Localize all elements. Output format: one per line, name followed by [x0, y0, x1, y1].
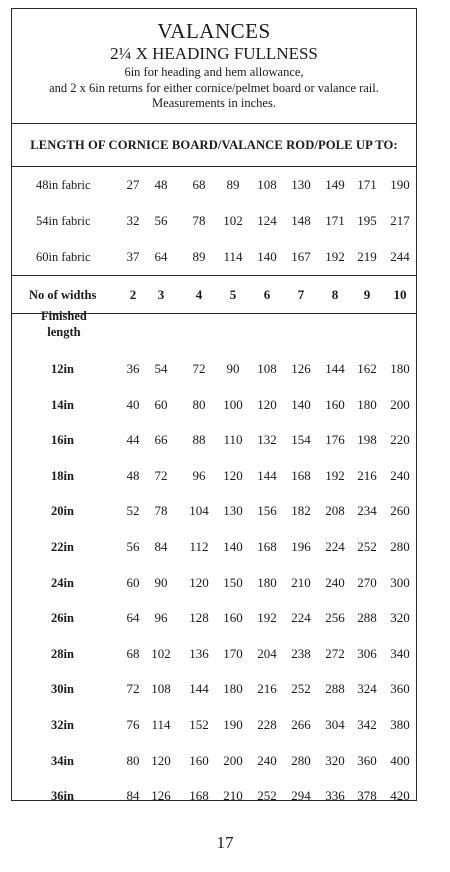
row-label: 22in — [51, 540, 74, 554]
finished-length-row — [12, 387, 416, 423]
table-cell: 280 — [291, 752, 311, 768]
finished-length-row — [12, 778, 416, 814]
finished-length-row — [12, 743, 416, 779]
table-cell: 72 — [126, 681, 140, 697]
table-cell: 378 — [357, 788, 377, 804]
page-subtitle: 2¼ X HEADING FULLNESS — [110, 44, 318, 63]
table-cell: 198 — [357, 432, 377, 448]
table-cell: 154 — [291, 432, 311, 448]
finished-length-row — [12, 671, 416, 707]
table-cell: 89 — [192, 249, 206, 264]
table-cell: 60 — [154, 396, 168, 412]
table-cell: 336 — [325, 788, 345, 804]
table-cell: 360 — [357, 752, 377, 768]
table-cell: 208 — [325, 503, 345, 519]
row-label: 48in fabric — [36, 178, 91, 192]
table-row — [12, 239, 416, 275]
table-row — [12, 671, 416, 707]
widths-cell: 6 — [263, 287, 271, 302]
table-cell: 88 — [192, 432, 206, 448]
table-cell: 171 — [325, 213, 345, 228]
table-cell: 340 — [390, 645, 410, 661]
length-header: LENGTH OF CORNICE BOARD/VALANCE ROD/POLE UP TO: — [12, 124, 416, 167]
table-row — [12, 565, 416, 601]
table-cell: 54 — [154, 361, 168, 376]
table-row — [12, 203, 416, 239]
table-cell: 220 — [390, 432, 410, 448]
finished-label-line-1: Finished — [41, 309, 87, 323]
table-cell: 130 — [291, 177, 311, 192]
finished-length-row — [12, 351, 416, 387]
table-cell: 252 — [257, 788, 277, 804]
valance-table-frame — [11, 8, 417, 804]
widths-cell: 2 — [129, 287, 137, 302]
table-cell: 68 — [192, 177, 206, 192]
table-cell: 40 — [126, 396, 140, 412]
table-cell: 360 — [390, 681, 410, 697]
fabric-rows — [12, 167, 416, 276]
table-cell: 32 — [126, 213, 140, 228]
table-cell: 168 — [291, 467, 311, 483]
table-row — [12, 636, 416, 672]
table-cell: 219 — [357, 249, 377, 264]
finished-length-row — [12, 636, 416, 672]
table-cell: 170 — [223, 645, 243, 661]
table-row — [12, 778, 416, 814]
table-cell: 224 — [325, 539, 345, 554]
table-cell: 294 — [291, 788, 311, 804]
page-number: 17 — [216, 833, 234, 852]
table-cell: 128 — [189, 610, 209, 626]
row-label: 60in fabric — [36, 250, 91, 264]
finished-length-row — [12, 600, 416, 636]
table-cell: 89 — [226, 177, 240, 192]
table-cell: 160 — [189, 752, 209, 768]
table-cell: 130 — [223, 503, 243, 519]
table-cell: 102 — [223, 213, 243, 228]
table-cell: 160 — [325, 396, 345, 412]
table-row — [12, 743, 416, 779]
table-cell: 144 — [189, 681, 209, 697]
table-cell: 84 — [126, 788, 140, 804]
table-row — [12, 493, 416, 529]
page-title: VALANCES — [157, 19, 271, 43]
table-cell: 152 — [189, 717, 209, 732]
table-row — [12, 167, 416, 203]
table-cell: 217 — [390, 213, 410, 228]
table-cell: 270 — [357, 574, 377, 590]
widths-cell: 9 — [363, 287, 371, 302]
table-cell: 240 — [325, 574, 345, 590]
row-label: 30in — [51, 682, 74, 697]
table-cell: 400 — [390, 752, 410, 768]
table-cell: 104 — [189, 503, 209, 519]
table-cell: 252 — [291, 681, 311, 697]
row-label: 28in — [51, 646, 74, 661]
table-cell: 68 — [126, 645, 140, 661]
table-cell: 304 — [325, 717, 345, 732]
table-cell: 200 — [390, 396, 410, 412]
table-cell: 44 — [126, 432, 140, 448]
row-label: 18in — [51, 468, 74, 483]
table-cell: 124 — [257, 213, 277, 228]
table-cell: 140 — [291, 396, 311, 412]
table-cell: 320 — [390, 610, 410, 626]
table-cell: 280 — [390, 539, 410, 554]
table-cell: 80 — [192, 396, 206, 412]
table-cell: 266 — [291, 717, 311, 732]
table-row — [12, 351, 416, 387]
table-cell: 126 — [151, 788, 171, 804]
row-label: 14in — [51, 397, 74, 412]
finished-length-row — [12, 458, 416, 494]
row-label: 26in — [51, 611, 74, 626]
table-cell: 190 — [390, 177, 410, 192]
widths-label: No of widths — [29, 288, 97, 302]
row-label: 20in — [51, 504, 74, 519]
table-row — [12, 600, 416, 636]
table-cell: 180 — [257, 574, 277, 590]
table-cell: 72 — [192, 361, 206, 376]
row-label: 36in — [51, 789, 74, 804]
table-cell: 136 — [189, 645, 209, 661]
description-line-3: Measurements in inches. — [152, 96, 276, 110]
table-cell: 108 — [257, 361, 277, 376]
table-cell: 168 — [257, 539, 277, 554]
table-cell: 132 — [257, 432, 277, 448]
table-cell: 200 — [223, 752, 243, 768]
table-cell: 306 — [357, 645, 377, 661]
row-label: 24in — [51, 575, 74, 590]
finished-length-label — [41, 308, 87, 340]
table-cell: 300 — [390, 574, 410, 590]
table-cell: 176 — [325, 432, 345, 448]
table-cell: 110 — [223, 432, 243, 448]
finished-length-row — [12, 422, 416, 458]
table-cell: 126 — [291, 361, 311, 376]
table-cell: 420 — [390, 788, 410, 804]
table-cell: 192 — [325, 249, 345, 264]
table-cell: 76 — [126, 717, 140, 732]
table-cell: 48 — [154, 177, 168, 192]
table-cell: 66 — [154, 432, 168, 448]
row-label: 54in fabric — [36, 214, 91, 228]
table-cell: 380 — [390, 717, 410, 732]
table-cell: 244 — [390, 249, 410, 264]
table-row — [12, 529, 416, 565]
table-cell: 195 — [357, 213, 377, 228]
table-cell: 224 — [291, 610, 311, 626]
table-cell: 64 — [154, 249, 168, 264]
table-cell: 120 — [257, 396, 277, 412]
table-cell: 149 — [325, 177, 345, 192]
table-cell: 180 — [390, 361, 410, 376]
table-cell: 80 — [126, 752, 140, 768]
widths-cell: 5 — [229, 287, 237, 302]
table-cell: 64 — [126, 610, 140, 626]
finished-length-row — [12, 529, 416, 565]
table-cell: 72 — [154, 467, 168, 483]
table-cell: 272 — [325, 645, 345, 661]
table-cell: 96 — [154, 610, 168, 626]
table-cell: 150 — [223, 574, 243, 590]
widths-cell: 10 — [393, 287, 407, 302]
description-line-2: and 2 x 6in returns for either cornice/pelmet board or valance rail. — [49, 80, 379, 95]
table-cell: 180 — [223, 681, 243, 697]
table-cell: 120 — [189, 574, 209, 590]
widths-cell: 7 — [297, 287, 305, 302]
table-cell: 100 — [223, 396, 243, 412]
table-cell: 108 — [257, 177, 277, 192]
table-cell: 140 — [257, 249, 277, 264]
table-cell: 342 — [357, 717, 377, 732]
table-cell: 114 — [151, 717, 171, 732]
table-cell: 148 — [291, 213, 311, 228]
table-cell: 256 — [325, 610, 345, 626]
table-cell: 324 — [357, 681, 377, 697]
row-label: 16in — [51, 433, 74, 448]
description-line-1: 6in for heading and hem allowance, — [124, 65, 304, 79]
table-cell: 120 — [151, 752, 171, 768]
widths-cell: 3 — [157, 287, 165, 302]
table-cell: 112 — [189, 539, 209, 554]
table-cell: 171 — [357, 177, 377, 192]
row-label: 34in — [51, 753, 74, 768]
table-cell: 204 — [257, 645, 277, 661]
table-cell: 140 — [223, 539, 243, 554]
table-cell: 27 — [126, 177, 140, 192]
table-cell: 210 — [223, 788, 243, 804]
table-cell: 108 — [151, 681, 171, 697]
table-row — [12, 387, 416, 423]
table-cell: 167 — [291, 249, 311, 264]
table-cell: 240 — [390, 467, 410, 483]
table-cell: 288 — [325, 681, 345, 697]
table-cell: 84 — [154, 539, 168, 554]
table-cell: 36 — [126, 361, 140, 376]
table-cell: 192 — [325, 467, 345, 483]
table-cell: 156 — [257, 503, 277, 519]
table-cell: 260 — [390, 503, 410, 519]
table-cell: 320 — [325, 752, 345, 768]
table-row — [12, 422, 416, 458]
table-cell: 168 — [189, 788, 209, 804]
table-header — [12, 9, 416, 124]
table-cell: 90 — [154, 574, 168, 590]
table-cell: 78 — [154, 503, 168, 519]
table-cell: 78 — [192, 213, 206, 228]
table-cell: 96 — [192, 467, 206, 483]
table-cell: 162 — [357, 361, 377, 376]
table-cell: 56 — [154, 213, 168, 228]
table-cell: 180 — [357, 396, 377, 412]
table-cell: 160 — [223, 610, 243, 626]
finished-length-row — [12, 707, 416, 743]
table-cell: 210 — [291, 574, 311, 590]
table-cell: 190 — [223, 717, 243, 732]
table-cell: 216 — [257, 681, 277, 697]
table-cell: 56 — [126, 539, 140, 554]
table-cell: 144 — [257, 467, 277, 483]
table-cell: 288 — [357, 610, 377, 626]
table-cell: 196 — [291, 539, 311, 554]
finished-length-row — [12, 565, 416, 601]
table-cell: 48 — [126, 467, 140, 483]
row-label: 32in — [51, 718, 74, 732]
row-label: 12in — [51, 362, 74, 376]
finished-label-line-2: length — [47, 325, 81, 339]
table-row — [12, 707, 416, 743]
finished-length-row — [12, 493, 416, 529]
table-cell: 90 — [226, 361, 240, 376]
table-row — [12, 458, 416, 494]
table-cell: 37 — [126, 249, 140, 264]
table-cell: 234 — [357, 503, 377, 519]
table-cell: 144 — [325, 361, 345, 376]
table-cell: 60 — [126, 574, 140, 590]
widths-cell: 4 — [195, 287, 203, 302]
table-cell: 114 — [223, 249, 243, 264]
table-cell: 120 — [223, 467, 243, 483]
table-cell: 102 — [151, 645, 171, 661]
table-cell: 240 — [257, 752, 277, 768]
table-cell: 182 — [291, 503, 311, 519]
table-cell: 228 — [257, 717, 277, 732]
widths-cell: 8 — [331, 287, 339, 302]
table-cell: 52 — [126, 503, 140, 519]
table-cell: 238 — [291, 645, 311, 661]
table-cell: 216 — [357, 467, 377, 483]
table-cell: 252 — [357, 539, 377, 554]
table-cell: 192 — [257, 610, 277, 626]
